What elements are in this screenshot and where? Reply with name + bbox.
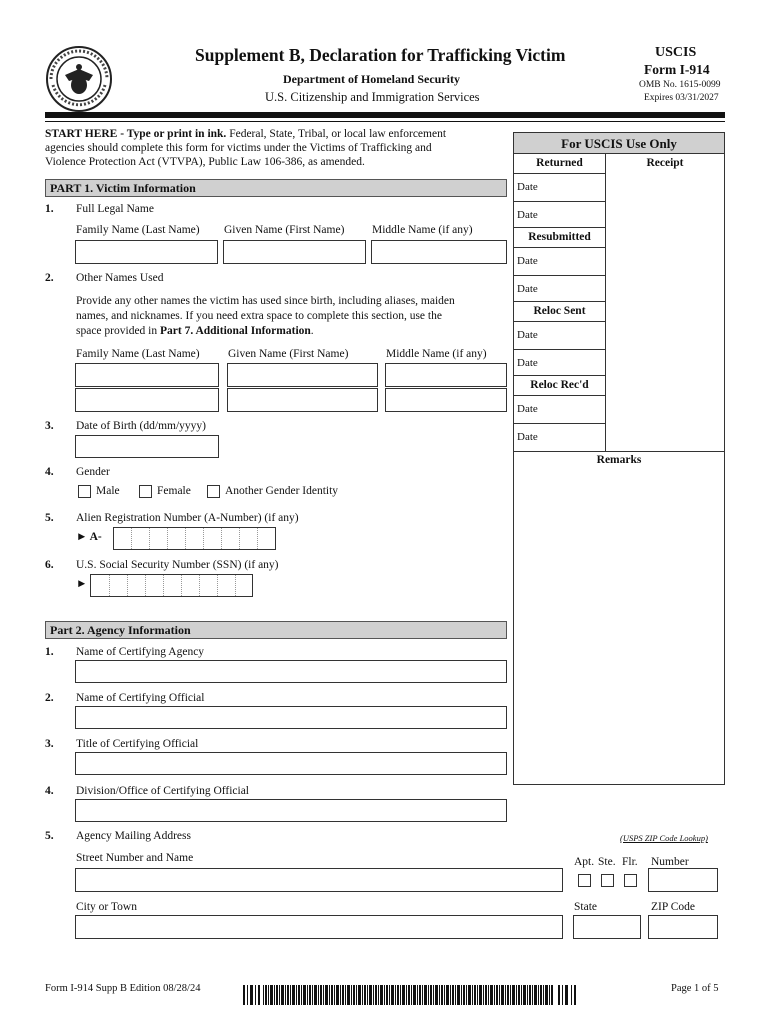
q6-number: 6. (45, 559, 54, 571)
q2-family-name-input-2[interactable] (75, 388, 219, 412)
q2-given-name-input-1[interactable] (227, 363, 378, 387)
remarks-area[interactable] (514, 469, 724, 784)
usps-zip-lookup-link[interactable]: (USPS ZIP Code Lookup) (620, 833, 708, 843)
ste-label: Ste. (598, 856, 616, 868)
footer-page-number: Page 1 of 5 (671, 983, 719, 994)
q2-middle-name-input-2[interactable] (385, 388, 507, 412)
certifying-official-name-input[interactable] (75, 706, 507, 729)
ste-checkbox[interactable] (601, 874, 614, 887)
uscis-use-only-title: For USCIS Use Only (514, 133, 724, 154)
gender-another-label: Another Gender Identity (225, 485, 339, 497)
flr-checkbox[interactable] (624, 874, 637, 887)
q2-family-name-input-1[interactable] (75, 363, 219, 387)
unit-number-input[interactable] (648, 868, 718, 892)
agency-name: U.S. Citizenship and Immigration Services (265, 90, 480, 104)
q1-middle-label: Middle Name (if any) (372, 224, 473, 236)
q2-middle-name-input-1[interactable] (385, 363, 507, 387)
uscis-use-only-panel (513, 132, 725, 785)
start-here-text-2: agencies should complete this form for victims under the Victims of Trafficking and (45, 142, 432, 154)
q6-label: U.S. Social Security Number (SSN) (if any) (76, 559, 279, 571)
gender-male-checkbox[interactable] (78, 485, 91, 498)
resubmitted-date-1[interactable]: Date (514, 247, 605, 275)
p2-q3-number: 3. (45, 738, 54, 750)
q1-family-name-input[interactable] (75, 240, 218, 264)
a-number-input[interactable] (113, 527, 276, 550)
reloc-sent-header: Reloc Sent (514, 301, 605, 321)
q1-family-label: Family Name (Last Name) (76, 224, 200, 236)
q2-middle-label: Middle Name (if any) (386, 348, 487, 360)
ssn-input[interactable] (90, 574, 253, 597)
zip-label: ZIP Code (651, 901, 695, 913)
p2-q5-number: 5. (45, 830, 54, 842)
q2-given-name-input-2[interactable] (227, 388, 378, 412)
p2-q1-number: 1. (45, 646, 54, 658)
certifying-official-title-input[interactable] (75, 752, 507, 775)
p2-q3-label: Title of Certifying Official (76, 738, 199, 750)
q2-desc-line-2: names, and nicknames. If you need extra space to complete this section, use the (76, 310, 442, 322)
returned-header: Returned (536, 157, 583, 169)
city-label: City or Town (76, 901, 137, 913)
part2-heading: Part 2. Agency Information (45, 621, 507, 639)
q2-desc-line-3: space provided in (76, 325, 160, 337)
street-input[interactable] (75, 868, 563, 892)
reloc-sent-date-1[interactable]: Date (514, 321, 605, 349)
form-number: Form I-914 (644, 62, 710, 77)
resubmitted-header: Resubmitted (514, 227, 605, 247)
start-here-text-3: Violence Protection Act (VTVPA), Public Law 106-386, as amended. (45, 156, 365, 168)
form-title: Supplement B, Declaration for Trafficking Victim (195, 45, 566, 65)
p2-q4-number: 4. (45, 785, 54, 797)
q5-label: Alien Registration Number (A-Number) (if any) (76, 512, 299, 524)
reloc-recd-header: Reloc Rec'd (514, 375, 605, 395)
q1-given-label: Given Name (First Name) (224, 224, 345, 236)
p2-q2-label: Name of Certifying Official (76, 692, 205, 704)
returned-date-2[interactable]: Date (514, 201, 605, 227)
apt-label: Apt. (574, 856, 595, 868)
q4-number: 4. (45, 466, 54, 478)
q2-desc-period: . (310, 325, 314, 337)
p2-q1-label: Name of Certifying Agency (76, 646, 205, 658)
gender-female-checkbox[interactable] (139, 485, 152, 498)
gender-male-label: Male (96, 485, 120, 497)
flr-label: Flr. (622, 856, 638, 868)
state-select[interactable] (573, 915, 641, 939)
gender-another-checkbox[interactable] (207, 485, 220, 498)
reloc-recd-date-2[interactable]: Date (514, 423, 605, 451)
department-name: Department of Homeland Security (283, 72, 460, 86)
q2-desc-part7-ref: Part 7. Additional Information (160, 325, 311, 337)
gender-female-label: Female (157, 485, 191, 497)
footer-edition: Form I-914 Supp B Edition 08/28/24 (45, 983, 201, 994)
p2-q2-number: 2. (45, 692, 54, 704)
division-office-input[interactable] (75, 799, 507, 822)
q2-desc-line-1: Provide any other names the victim has used since birth, including aliases, maiden (76, 295, 455, 307)
header-rule (45, 112, 725, 118)
certifying-agency-input[interactable] (75, 660, 507, 683)
q1-given-name-input[interactable] (223, 240, 366, 264)
omb-number: OMB No. 1615-0099 (639, 80, 721, 90)
q1-number: 1. (45, 203, 54, 215)
state-label: State (574, 901, 597, 913)
q5-number: 5. (45, 512, 54, 524)
start-here-lead: START HERE - Type or print in ink. (45, 128, 227, 140)
q2-family-label: Family Name (Last Name) (76, 348, 200, 360)
reloc-recd-date-1[interactable]: Date (514, 395, 605, 423)
start-here-instructions (45, 127, 505, 169)
ssn-prefix: ► (76, 578, 88, 590)
part1-heading: PART 1. Victim Information (45, 179, 507, 197)
returned-date-1[interactable]: Date (514, 173, 605, 201)
q4-label: Gender (76, 466, 110, 478)
q2-number: 2. (45, 272, 54, 284)
page-barcode (243, 985, 578, 1005)
street-label: Street Number and Name (76, 852, 194, 864)
q2-given-label: Given Name (First Name) (228, 348, 349, 360)
q3-label: Date of Birth (dd/mm/yyyy) (76, 420, 206, 432)
q2-description (76, 294, 455, 339)
a-number-prefix: ► A- (76, 531, 102, 543)
dhs-seal (45, 45, 113, 113)
resubmitted-date-2[interactable]: Date (514, 275, 605, 301)
agency-short: USCIS (655, 45, 697, 60)
receipt-header: Receipt (646, 157, 684, 169)
p2-q5-label: Agency Mailing Address (76, 830, 191, 842)
apt-checkbox[interactable] (578, 874, 591, 887)
expiration-date: Expires 03/31/2027 (644, 93, 719, 103)
remarks-header: Remarks (596, 454, 642, 466)
q1-label: Full Legal Name (76, 203, 154, 215)
reloc-sent-date-2[interactable]: Date (514, 349, 605, 375)
header-rule-thin (45, 121, 725, 122)
city-input[interactable] (75, 915, 563, 939)
date-of-birth-input[interactable] (75, 435, 219, 458)
zip-code-input[interactable] (648, 915, 718, 939)
q1-middle-name-input[interactable] (371, 240, 507, 264)
unit-number-label: Number (651, 856, 689, 868)
q3-number: 3. (45, 420, 54, 432)
p2-q4-label: Division/Office of Certifying Official (76, 785, 249, 797)
start-here-text-1: Federal, State, Tribal, or local law enforcement (226, 128, 447, 140)
q2-label: Other Names Used (76, 272, 164, 284)
